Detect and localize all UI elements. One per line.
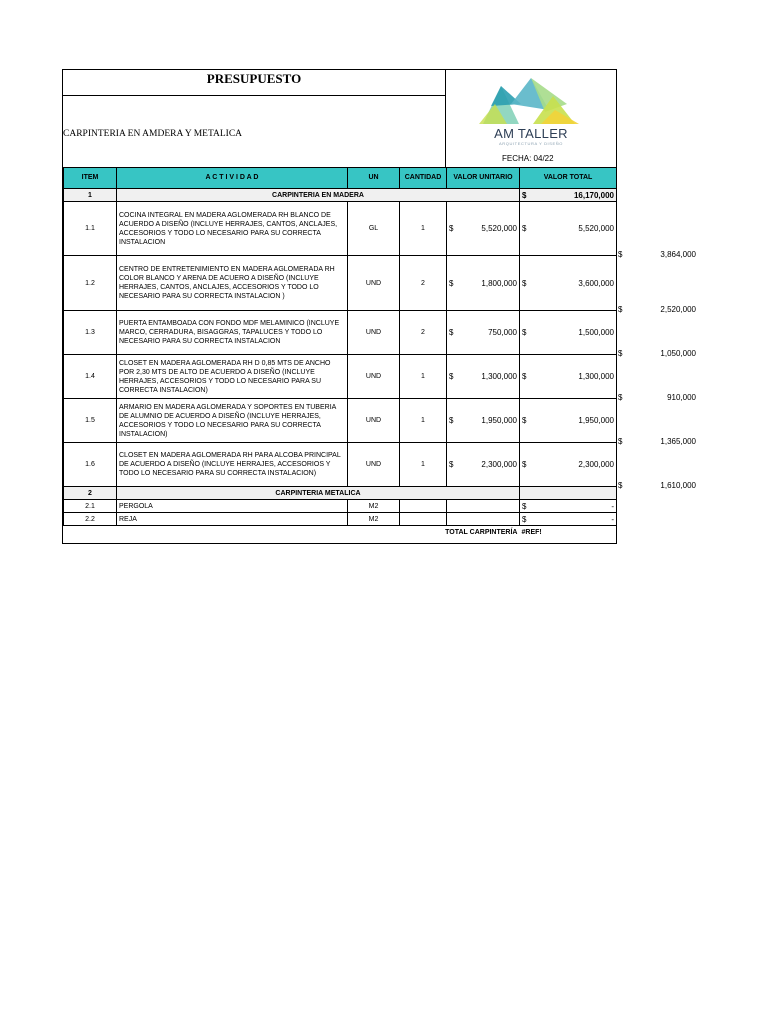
row-item: 1.4: [64, 355, 117, 399]
currency-symbol: $: [618, 480, 623, 490]
table-row: [64, 256, 617, 311]
amount: 1,500,000: [578, 328, 614, 337]
side-value: [618, 349, 696, 358]
row-unit: UND: [348, 443, 400, 487]
row-item: 2.2: [64, 513, 117, 526]
currency-symbol: $: [522, 190, 527, 200]
row-description: CLOSET EN MADERA AGLOMERADA RH PARA ALCOBA PRINCIPAL DE ACUERDO A DISEÑO (INCLUYE HERRAJES, ACCESORIOS Y TODO LO NECESARIO PARA SU CORRECTA INSTALACION): [117, 443, 348, 487]
side-value: [618, 393, 696, 402]
currency-symbol: $: [618, 348, 623, 358]
amount: 16,170,000: [573, 190, 614, 200]
row-total-value: [520, 256, 617, 311]
amount: 2,300,000: [578, 460, 614, 469]
col-valor-unitario: VALOR UNITARIO: [447, 168, 520, 189]
table-row: [64, 443, 617, 487]
currency-symbol: $: [449, 416, 454, 425]
amount: 1,050,000: [660, 348, 696, 358]
col-actividad: A C T I V I D A D: [117, 168, 348, 189]
amount: -: [611, 514, 614, 524]
currency-symbol: $: [522, 224, 527, 233]
row-description: CLOSET EN MADERA AGLOMERADA RH D 0,85 MTS DE ANCHO POR 2,30 MTS DE ALTO DE ACUERDO A DISEÑO (INCLUYE HERRAJES, ACCESORIOS Y TODO LO NECESARIO PARA SU CORRECTA INSTALACION): [117, 355, 348, 399]
row-total-value: [520, 399, 617, 443]
amount: 2,520,000: [660, 304, 696, 314]
row-total-value: [520, 443, 617, 487]
amount: 1,950,000: [578, 416, 614, 425]
row-unit-value: [447, 202, 520, 256]
currency-symbol: $: [522, 278, 527, 288]
row-description: PUERTA ENTAMBOADA CON FONDO MDF MELAMINICO (INCLUYE MARCO, CERRADURA, BISAGGRAS, TAPALUCES Y TODO LO NECESARIO PARA SU CORRECTA INSTALACION: [117, 311, 348, 355]
currency-symbol: $: [522, 416, 527, 425]
amount: 5,520,000: [481, 224, 517, 233]
table-row: [64, 311, 617, 355]
amount: 3,864,000: [660, 249, 696, 259]
currency-symbol: $: [522, 514, 527, 524]
section-title: CARPINTERIA EN MADERA: [117, 189, 520, 202]
row-description: PERGOLA: [117, 500, 348, 513]
table-row: [64, 399, 617, 443]
amount: 2,300,000: [481, 460, 517, 469]
row-total-value: [520, 513, 617, 526]
row-unit: M2: [348, 513, 400, 526]
currency-symbol: $: [522, 372, 527, 381]
row-quantity: 1: [400, 443, 447, 487]
row-quantity: 1: [400, 399, 447, 443]
header-row: [64, 168, 617, 189]
row-unit: UND: [348, 399, 400, 443]
amount: 5,520,000: [578, 224, 614, 233]
row-quantity: 1: [400, 355, 447, 399]
table-row: [64, 202, 617, 256]
total-label: TOTAL CARPINTERÍA: [64, 526, 520, 540]
brand-name: AM TALLER: [494, 126, 568, 141]
row-quantity: 2: [400, 311, 447, 355]
row-item: 2.1: [64, 500, 117, 513]
row-unit: UND: [348, 256, 400, 311]
brand-tagline: ARQUITECTURA Y DISEÑO: [498, 141, 564, 146]
row-unit-value: [447, 256, 520, 311]
budget-sheet: [62, 69, 617, 544]
currency-symbol: $: [449, 460, 454, 469]
amount: 1,950,000: [481, 416, 517, 425]
row-total-value: [520, 311, 617, 355]
row-description: CENTRO DE ENTRETENIMIENTO EN MADERA AGLOMERADA RH COLOR BLANCO Y ARENA DE ACUERO A DISEÑO (INCLUYE HERRAJES, CANTOS, ANCLAJES, ACCESORIOS Y TODO LO NECESARIO PARA SU CORRECTA INSTALACION ): [117, 256, 348, 311]
row-total-value: [520, 500, 617, 513]
side-value: [618, 437, 696, 446]
currency-symbol: $: [449, 224, 454, 233]
section-row: [64, 189, 617, 202]
section-title: CARPINTERIA METALICA: [117, 487, 520, 500]
currency-symbol: $: [449, 278, 454, 288]
row-unit-value: [447, 399, 520, 443]
section-item: 2: [64, 487, 117, 500]
row-unit-value: [447, 311, 520, 355]
currency-symbol: $: [522, 501, 527, 511]
col-un: UN: [348, 168, 400, 189]
currency-symbol: $: [618, 392, 623, 402]
budget-table: [63, 167, 617, 540]
row-item: 1.1: [64, 202, 117, 256]
amount: 3,600,000: [578, 278, 614, 288]
section-row: [64, 487, 617, 500]
side-value: [618, 481, 696, 490]
row-unit-value: [447, 500, 520, 513]
row-unit-value: [447, 355, 520, 399]
row-unit: M2: [348, 500, 400, 513]
currency-symbol: $: [522, 460, 527, 469]
amount: 1,300,000: [481, 372, 517, 381]
amount: 750,000: [488, 328, 517, 337]
logo-triangles-icon: [471, 74, 591, 130]
row-description: REJA: [117, 513, 348, 526]
row-quantity: 2: [400, 256, 447, 311]
currency-symbol: $: [449, 372, 454, 381]
row-total-value: [520, 355, 617, 399]
col-cantidad: CANTIDAD: [400, 168, 447, 189]
row-unit-value: [447, 443, 520, 487]
amount: 910,000: [667, 392, 696, 402]
table-row: [64, 513, 617, 526]
row-unit: UND: [348, 311, 400, 355]
row-item: 1.5: [64, 399, 117, 443]
row-quantity: [400, 513, 447, 526]
row-total-value: [520, 202, 617, 256]
section-item: 1: [64, 189, 117, 202]
section-total: [520, 487, 617, 500]
row-item: 1.3: [64, 311, 117, 355]
row-unit: UND: [348, 355, 400, 399]
table-row: [64, 355, 617, 399]
row-item: 1.2: [64, 256, 117, 311]
col-item: ITEM: [64, 168, 117, 189]
row-description: COCINA INTEGRAL EN MADERA AGLOMERADA RH BLANCO DE ACUERDO A DISEÑO (INCLUYE HERRAJES, CANTOS, ANCLAJES, ACCESORIOS Y TODO LO NECESARIO PARA SU CORRECTA INSTALACION: [117, 202, 348, 256]
total-value: #REF!: [520, 526, 617, 540]
page-subtitle: CARPINTERIA EN AMDERA Y METALICA: [63, 129, 243, 139]
amount: 1,800,000: [481, 278, 517, 288]
currency-symbol: $: [449, 328, 454, 337]
section-total: [520, 189, 617, 202]
amount: -: [611, 501, 614, 511]
currency-symbol: $: [618, 436, 623, 446]
currency-symbol: $: [618, 304, 623, 314]
row-quantity: [400, 500, 447, 513]
amount: 1,610,000: [660, 480, 696, 490]
page-title: PRESUPUESTO: [63, 70, 446, 96]
table-row: [64, 500, 617, 513]
company-logo: [446, 70, 616, 167]
row-unit: GL: [348, 202, 400, 256]
side-value: [618, 250, 696, 259]
footer-row: [64, 526, 617, 540]
amount: 1,365,000: [660, 436, 696, 446]
col-valor-total: VALOR TOTAL: [520, 168, 617, 189]
side-value: [618, 305, 696, 314]
currency-symbol: $: [618, 249, 623, 259]
row-description: ARMARIO EN MADERA AGLOMERADA Y SOPORTES EN TUBERIA DE ALUMNIO DE ACUERDO A DISEÑO (INCLUYE HERRAJES, ACCESORIOS Y TODO LO NECESARIO PARA SU CORRECTA INSTALACION): [117, 399, 348, 443]
row-unit-value: [447, 513, 520, 526]
date-label: FECHA: 04/22: [502, 154, 554, 163]
row-item: 1.6: [64, 443, 117, 487]
currency-symbol: $: [522, 328, 527, 337]
amount: 1,300,000: [578, 372, 614, 381]
row-quantity: 1: [400, 202, 447, 256]
subtitle-box: [63, 96, 446, 167]
